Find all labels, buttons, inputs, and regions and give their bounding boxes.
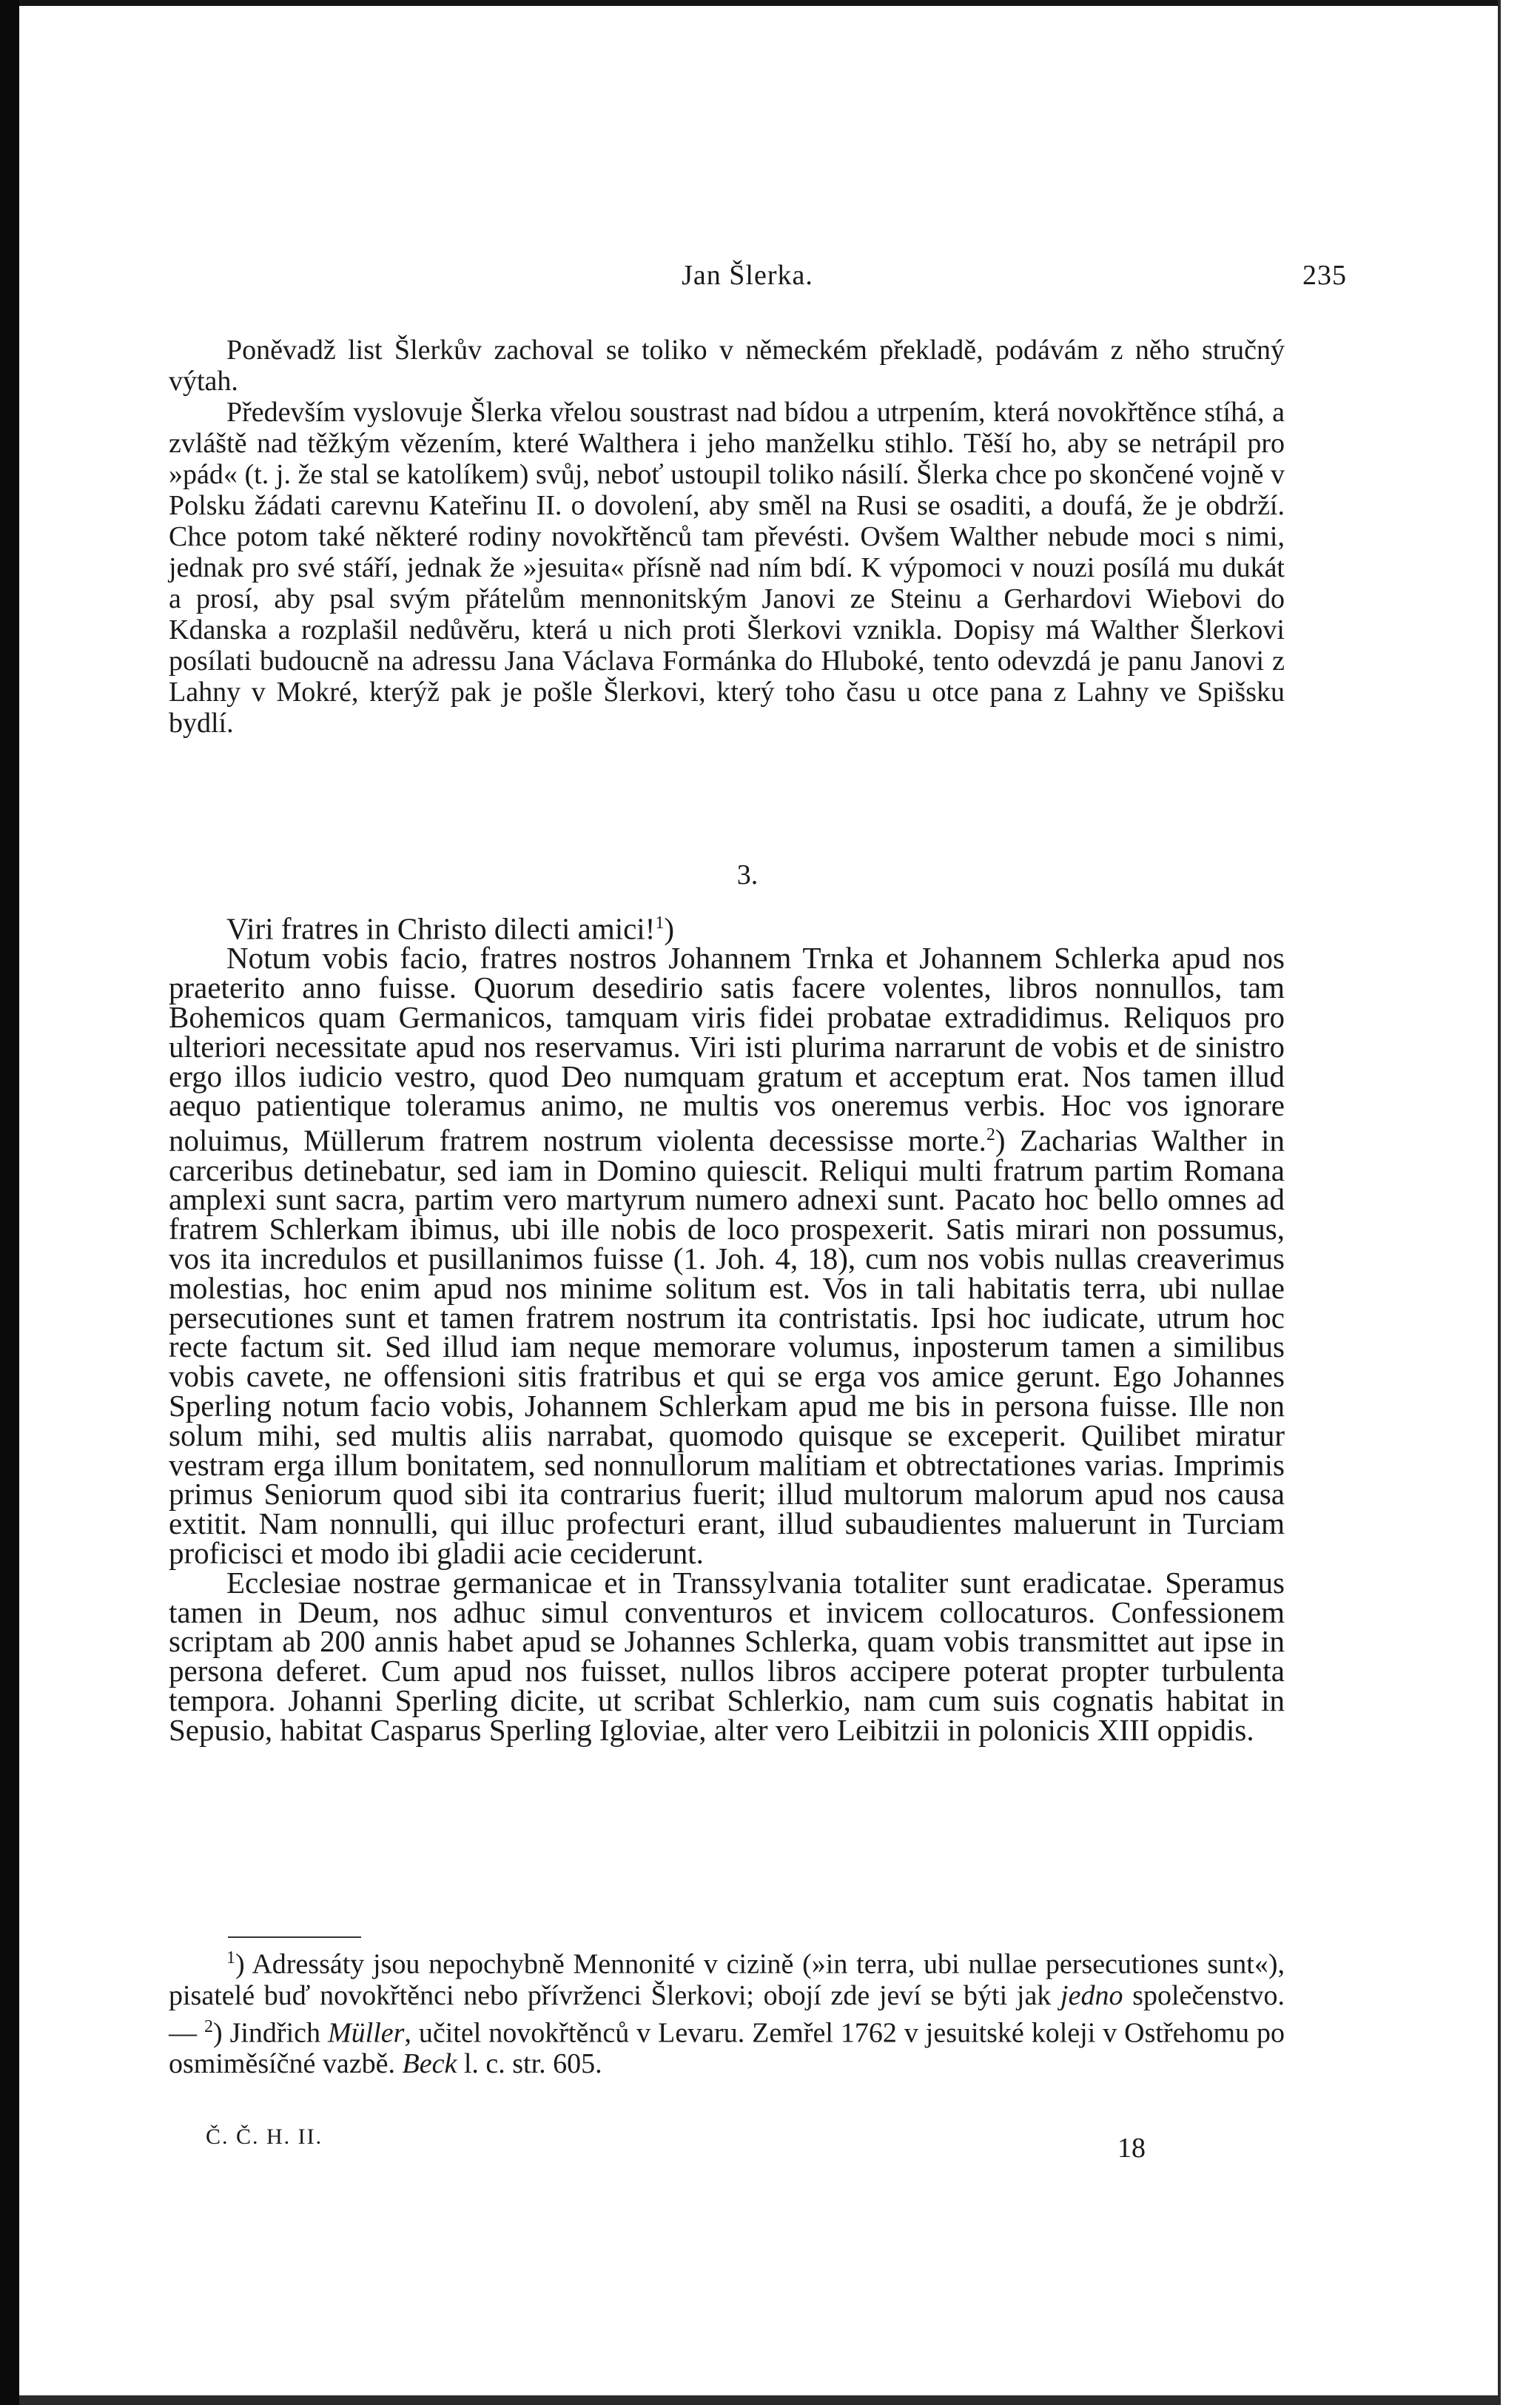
footnote-2-italic: Müller xyxy=(327,2017,405,2049)
footnote-1 xyxy=(169,1942,1285,2079)
footnote-1-italic: jedno xyxy=(1060,1979,1123,2011)
footnote-ref-2: 2 xyxy=(986,1125,995,1145)
footnote-2-text-a: ) Jindřich xyxy=(212,2017,328,2049)
sheet-number: 18 xyxy=(1117,2133,1146,2164)
letter-paragraph-1 xyxy=(169,941,1285,1571)
running-head xyxy=(148,259,1347,296)
footnote-1-mark: 1 xyxy=(226,1948,235,1968)
footnote-2-italic-2: Beck xyxy=(402,2048,457,2080)
salutation-text: Viri fratres in Christo dilecti amici! xyxy=(226,911,656,946)
page-title: Jan Šlerka. xyxy=(682,260,813,291)
letter-paragraph-2: Ecclesiae nostrae germanicae et in Transsylvania totaliter sunt eradicatae. Speramus tamen in Deum, nos adhuc simul conventuros et invicem collocaturos. Confessionem scriptam ab 200 annis habet apud se Johannes Schlerka, quam vobis transmittet aut ipse in persona deferet. Cum apud nos fuisset, nullos libros accipere poterat propter turbulenta tempora. Johanni Sperling dicite, ut scribat Schlerkio, nam cum suis cognatis habitat in Sepusio, habitat Casparus Sperling Igloviae, alter vero Leibitzii in polonicis XIII oppidis. xyxy=(169,1565,1285,1747)
footnote-rule xyxy=(228,1936,361,1938)
footnote-1-text-a: ) Adressáty jsou nepochybně Mennonité v cizině (»in terra, ubi nullae persecutiones sunt«), pisatelé buď novokřtěnci nebo přívrženci Šlerkovi; obojí zde jeví se býti jak xyxy=(169,1948,1285,2011)
page-number: 235 xyxy=(1302,260,1347,291)
latin-letter xyxy=(169,909,1285,1745)
letter-paragraph-1-a: Notum vobis facio, fratres nostros Johannem Trnka et Johannem Schlerka apud nos praeterito anno fuisse. Quorum desedirio satis facere volentes, libros nonnullos, tam Bohemicos quam Germanicos, tamquam viris fidei probatae extradidimus. Reliquos pro ulteriori necessitate apud nos reservamus. Viri isti plurima narrarunt de vobis et de sinistro ergo illos iudicio vestro, quod Deo numquam gratum et acceptum erat. Nos tamen illud aequo patientique toleramus animo, ne multis vos oneremus verbis. Hoc vos ignorare noluimus, Müllerum fratrem nostrum violenta decessisse morte. xyxy=(169,941,1285,1158)
intro-text xyxy=(169,335,1285,739)
footnote-1-text-b: společenstvo. — xyxy=(169,1979,1285,2049)
footnote-2-text-b: , učitel novokřtěnců v Levaru. Zemřel 1762 v jesuitské koleji v Ostřehomu po osmiměsíčné vazbě. xyxy=(169,2017,1285,2080)
footnote-2-mark: 2 xyxy=(204,2016,213,2036)
intro-paragraph-1: Poněvadž list Šlerkův zachoval se toliko v německém překladě, podávám z něho stručný výtah. xyxy=(169,335,1285,397)
footnotes xyxy=(169,1942,1285,2079)
letter-salutation xyxy=(169,909,1285,944)
footnote-2-text-c: l. c. str. 605. xyxy=(457,2048,602,2080)
intro-paragraph-2: Především vyslovuje Šlerka vřelou soustrast nad bídou a utrpením, která novokřtěnce stíhá, a zvláště nad těžkým vězením, které Walthera i jeho manželku stihlo. Těší ho, aby se netrápil pro »pád« (t. j. že stal se katolíkem) svůj, neboť ustoupil toliko násilí. Šlerka chce po skončené vojně v Polsku žádati carevnu Kateřinu II. o dovolení, aby směl na Rusi se osaditi, a doufá, že je obdrží. Chce potom také některé rodiny novokřtěnců tam převésti. Ovšem Walther nebude moci s nimi, jednak pro své stáří, jednak že »jesuita« přísně nad ním bdí. K výpomoci v nouzi posílá mu dukát a prosí, aby psal svým přátelům mennonitským Janovi ze Steinu a Gerhardovi Wiebovi do Kdanska a rozplašil nedůvěru, která u nich proti Šlerkovi vznikla. Dopisy má Walther Šlerkovi posílati budoucně na adressu Jana Václava Formánka do Hluboké, tento odevzdá je panu Janovi z Lahny v Mokré, kterýž pak je pošle Šlerkovi, který toho času u otce pana z Lahny ve Spišsku bydlí. xyxy=(169,397,1285,739)
letter-paragraph-1-b: ) Zacharias Walther in carceribus detinebatur, sed iam in Domino quiescit. Reliqui multi fratrum partim Romana amplexi sunt sacra, partim vero martyrum numero adnexi sunt. Pacato hoc bello omnes ad fratrem Schlerkam ibimus, ubi ille nobis de loco prospexerit. Satis mirari non possumus, vos ita incredulos et pusillanimos fuisse (1. Joh. 4, 18), cum nos vobis nullas creaverimus molestias, hoc enim apud nos minime solitum est. Vos in tali habitatis terra, ubi nullae persecutiones sunt et tamen fratrem nostrum ita contristatis. Ipsi hoc iudicate, utrum hoc recte factum sit. Sed illud iam neque memorare volumus, inposterum tamen a similibus vobis cavete, ne offensioni sitis fratribus et qui se erga vos amice gerunt. Ego Johannes Sperling notum facio vobis, Johannem Schlerkam apud me bis in persona fuisse. Ille non solum mihi, sed multis aliis narrabat, quomodo quisque se exceperit. Quilibet miratur vestram erga illum bonitatem, sed nonnullorum malitiam et obtrectationes varias. Imprimis primus Seniorum quod sibi ita contrarius fuerit; illud multorum malorum apud nos causa extitit. Nam nonnulli, qui illuc profecturi erant, illud subaudientes maluerunt in Turciam proficisci et modo ibi gladii acie ceciderunt. xyxy=(169,1123,1285,1571)
footnote-ref-1: 1 xyxy=(655,913,665,933)
salutation-close: ) xyxy=(664,911,675,946)
section-number: 3. xyxy=(736,859,759,890)
sheet-signature: Č. Č. H. II. xyxy=(206,2124,323,2149)
